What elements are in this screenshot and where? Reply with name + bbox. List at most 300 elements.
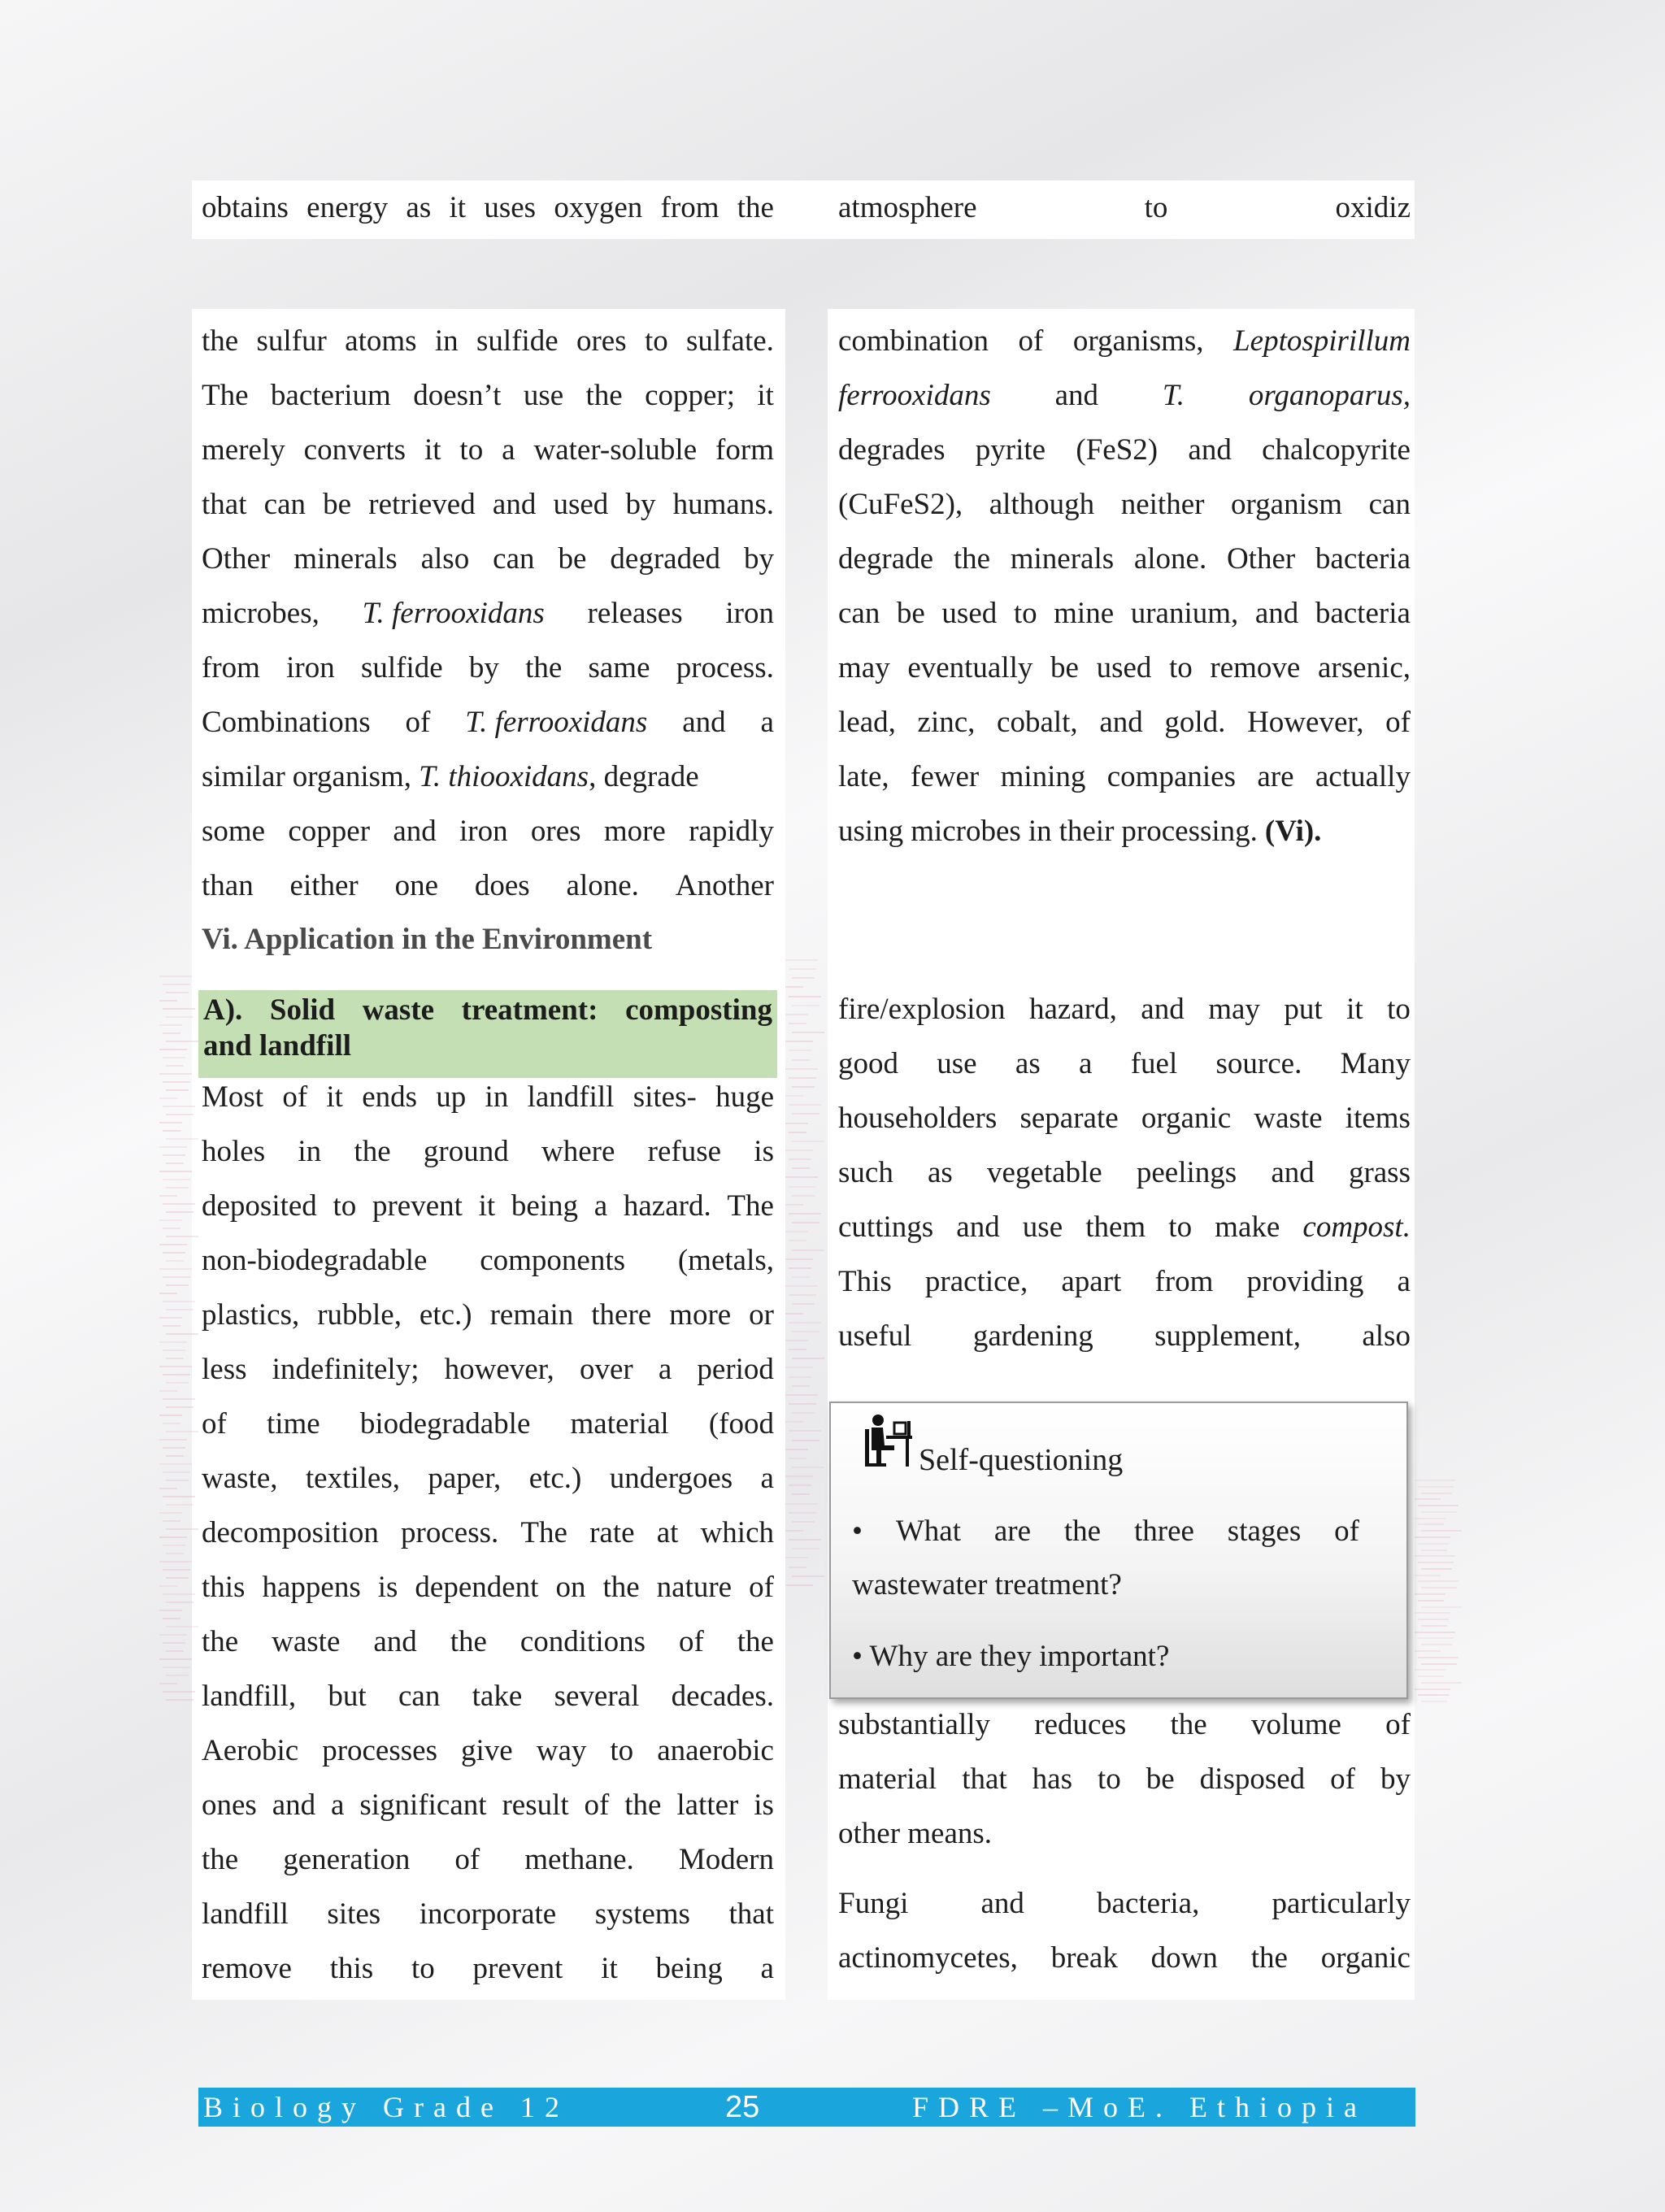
texture-stripe — [163, 1520, 180, 1522]
texture-stripe — [1421, 1587, 1457, 1588]
word: the — [737, 191, 774, 224]
word: organic — [1320, 1941, 1411, 1975]
word: alone. — [566, 869, 639, 902]
texture-stripe — [159, 1585, 177, 1587]
body-line — [202, 428, 774, 473]
word: a — [331, 1788, 345, 1822]
word: but — [328, 1680, 367, 1713]
word: sulfate. — [686, 324, 774, 358]
word: holes — [202, 1135, 266, 1168]
texture-stripe — [792, 1222, 819, 1223]
texture-stripe — [159, 1000, 177, 1002]
word: practice, — [924, 1265, 1028, 1298]
texture-stripe — [166, 1455, 184, 1457]
word: providing — [1246, 1265, 1364, 1298]
texture-stripe — [159, 1366, 192, 1367]
texture-stripe — [163, 1398, 195, 1400]
word: (FeS2) — [1076, 433, 1159, 467]
texture-stripe — [792, 1385, 810, 1387]
body-line — [202, 1238, 774, 1284]
footer-book-title: Biology Grade 12 — [203, 2091, 569, 2123]
word: at — [656, 1516, 679, 1549]
self-questioning-title: Self-questioning — [919, 1443, 1124, 1477]
question-item: • Why are they important? — [852, 1640, 1170, 1673]
word: bacteria, — [1097, 1887, 1200, 1920]
word: does — [474, 869, 530, 902]
word: etc.) — [419, 1298, 472, 1332]
word: methane. — [524, 1843, 634, 1876]
texture-stripe — [159, 1244, 187, 1245]
texture-stripe — [1421, 1701, 1447, 1702]
word: ferrooxidans — [838, 379, 991, 412]
texture-stripe — [159, 1488, 177, 1489]
word: bacteria — [1315, 542, 1411, 576]
word: T. thiooxidans, degrade — [419, 760, 699, 793]
word: organic — [1141, 1102, 1232, 1135]
texture-stripe — [785, 1421, 803, 1423]
texture-stripe — [789, 1376, 811, 1378]
word: Leptospirillum — [1233, 324, 1411, 358]
word: composting — [625, 993, 772, 1027]
word: refuse — [647, 1135, 722, 1168]
subheading-line: and landfill — [203, 1029, 352, 1063]
word: a — [1397, 1265, 1411, 1298]
texture-stripe — [159, 1073, 192, 1075]
word: material — [838, 1762, 937, 1796]
word: are — [1257, 760, 1294, 793]
word: components — [480, 1244, 626, 1277]
texture-stripe — [1415, 1480, 1455, 1481]
word: of — [282, 1080, 308, 1114]
texture-stripe — [1415, 1688, 1450, 1690]
word: the — [1170, 1708, 1207, 1741]
question-item-continued: wastewater treatment? — [852, 1568, 1122, 1601]
word: iron — [725, 597, 774, 630]
word: up — [436, 1080, 467, 1114]
texture-stripe — [789, 1104, 821, 1106]
texture-stripe — [163, 1057, 185, 1058]
word: and — [1254, 597, 1299, 630]
texture-stripe — [785, 986, 803, 988]
texture-stripe — [159, 1171, 192, 1172]
body-line — [202, 1293, 774, 1338]
word: significant — [359, 1788, 487, 1822]
word: there — [591, 1298, 652, 1332]
word: prevent — [472, 1952, 563, 1985]
texture-stripe — [166, 1577, 189, 1579]
word: can — [1368, 488, 1411, 521]
word: late, — [838, 760, 889, 793]
footer-publisher: FDRE –MoE. Ethiopia — [912, 2091, 1367, 2123]
texture-stripe — [792, 1249, 824, 1251]
body-line — [202, 537, 774, 582]
word: biodegradable — [359, 1407, 531, 1441]
word: good — [838, 1047, 898, 1080]
texture-stripe — [166, 1187, 189, 1189]
texture-stripe — [166, 1431, 198, 1432]
texture-stripe — [785, 959, 818, 961]
texture-stripe — [166, 1065, 184, 1067]
body-line — [838, 1702, 1411, 1748]
word: grass — [1348, 1156, 1411, 1189]
word: and — [373, 1625, 417, 1658]
word: useful — [838, 1319, 912, 1353]
texture-stripe — [166, 1675, 189, 1676]
texture-stripe — [789, 1186, 816, 1188]
word: Modern — [678, 1843, 774, 1876]
word: way — [536, 1734, 587, 1767]
body-line — [838, 428, 1411, 473]
body-line — [202, 1837, 774, 1883]
texture-stripe — [1415, 1632, 1455, 1633]
word: stages — [1227, 1515, 1302, 1548]
word: uses — [484, 191, 537, 224]
subheading-line — [203, 992, 772, 1029]
texture-stripe — [792, 1358, 824, 1359]
word: a — [760, 706, 774, 739]
word: conditions — [519, 1625, 646, 1658]
texture-stripe — [159, 1536, 187, 1538]
body-line — [838, 1259, 1411, 1305]
texture-stripe — [1418, 1523, 1444, 1525]
body-line — [838, 1936, 1411, 1981]
word: has — [1032, 1762, 1072, 1796]
word: processing. — [1121, 815, 1258, 848]
word: organisms, — [1072, 324, 1204, 358]
texture-stripe — [166, 1406, 193, 1408]
word: the — [354, 1135, 391, 1168]
body-line — [838, 1314, 1411, 1359]
word: a — [593, 1189, 608, 1223]
word: use — [937, 1047, 977, 1080]
word: it — [478, 1189, 496, 1223]
word: to — [1097, 1762, 1121, 1796]
texture-stripe — [159, 1317, 182, 1319]
word: and — [956, 1210, 1000, 1244]
word: one — [394, 869, 439, 902]
word: used — [941, 597, 998, 630]
texture-stripe — [159, 1097, 177, 1099]
word: converts — [303, 433, 406, 467]
word: material — [570, 1407, 669, 1441]
texture-stripe — [163, 1618, 180, 1619]
word: mining — [1000, 760, 1086, 793]
word: hazard, — [1028, 993, 1117, 1026]
word: nature — [656, 1571, 733, 1604]
word: use — [1022, 1210, 1063, 1244]
word: atmosphere — [838, 191, 977, 224]
word: it — [449, 191, 467, 224]
texture-stripe — [1421, 1644, 1452, 1645]
word: may — [838, 651, 890, 684]
texture-stripe — [1415, 1669, 1445, 1671]
word: waste — [362, 993, 435, 1027]
word: is — [754, 1135, 774, 1168]
texture-stripe — [785, 1176, 818, 1178]
body-line — [202, 809, 774, 854]
word: as — [1015, 1047, 1041, 1080]
word: (metals, — [677, 1244, 774, 1277]
texture-stripe — [785, 1313, 803, 1315]
texture-stripe — [159, 1268, 192, 1270]
word: be — [323, 488, 352, 521]
word: the — [624, 1788, 662, 1822]
word: make — [1215, 1210, 1280, 1244]
texture-stripe — [785, 1041, 813, 1042]
body-line — [202, 1892, 774, 1937]
word: Fungi — [838, 1887, 909, 1920]
texture-stripe — [163, 984, 190, 985]
word: eventually — [907, 651, 1033, 684]
texture-stripe — [792, 1303, 815, 1305]
word: as — [406, 191, 432, 224]
word: to — [411, 1952, 435, 1985]
word: several — [554, 1680, 640, 1713]
section-heading: Vi. Application in the Environment — [202, 923, 653, 956]
word: remain — [489, 1298, 574, 1332]
body-line — [838, 700, 1411, 745]
page-footer — [198, 2088, 1415, 2127]
word: organism — [1231, 488, 1343, 521]
word: as — [927, 1156, 953, 1189]
word: arsenic, — [1317, 651, 1411, 684]
word: also — [1362, 1319, 1411, 1353]
word: them — [1085, 1210, 1146, 1244]
texture-stripe — [785, 1557, 808, 1558]
texture-stripe — [789, 1484, 811, 1486]
word: huge — [715, 1080, 774, 1114]
word: fuel — [1130, 1047, 1178, 1080]
texture-stripe — [792, 1005, 819, 1006]
body-line — [202, 1456, 774, 1501]
word: by — [468, 651, 499, 684]
texture-stripe — [785, 1014, 808, 1015]
word: treatment: — [461, 993, 598, 1027]
word: rubble, — [317, 1298, 402, 1332]
word: disposed — [1199, 1762, 1306, 1796]
word: water-soluble — [533, 433, 698, 467]
word: alone. — [1133, 542, 1207, 576]
texture-stripe — [1421, 1663, 1457, 1665]
texture-stripe — [163, 1593, 195, 1595]
word: cobalt, — [997, 706, 1078, 739]
word: and — [1141, 993, 1185, 1026]
texture-stripe — [1415, 1518, 1445, 1519]
word: However, — [1247, 706, 1364, 739]
body-line — [838, 1881, 1411, 1927]
word: degraded — [610, 542, 720, 576]
word: T. — [1162, 379, 1185, 412]
word: textiles, — [305, 1462, 400, 1495]
body-line — [202, 1565, 774, 1610]
texture-stripe — [792, 1086, 815, 1088]
word: (CuFeS2), — [838, 488, 963, 521]
word: a — [760, 1952, 774, 1985]
body-line — [202, 1946, 774, 1992]
word: the — [737, 1625, 774, 1658]
body-line — [202, 319, 774, 364]
texture-stripe — [789, 1458, 806, 1459]
word: landfill, — [202, 1680, 297, 1713]
texture-stripe — [792, 1331, 819, 1332]
texture-stripe — [163, 1008, 195, 1010]
body-line — [202, 754, 774, 800]
texture-stripe — [785, 1068, 818, 1070]
word: ones — [202, 1788, 257, 1822]
word: it — [757, 379, 774, 412]
word: Solid — [269, 993, 336, 1027]
word: paper, — [428, 1462, 502, 1495]
word: than — [202, 869, 254, 902]
texture-stripe — [163, 1301, 195, 1302]
word: in — [485, 1080, 509, 1114]
word: Another — [675, 869, 774, 902]
word: to — [610, 1734, 634, 1767]
word: also — [420, 542, 470, 576]
texture-stripe — [792, 1059, 810, 1061]
texture-stripe — [159, 1219, 182, 1221]
word: iron — [286, 651, 335, 684]
word: be — [1146, 1762, 1175, 1796]
word: supplement, — [1154, 1319, 1301, 1353]
word: and — [980, 1887, 1024, 1920]
word: be — [1050, 651, 1079, 684]
word: or — [749, 1298, 774, 1332]
texture-stripe — [789, 968, 816, 970]
texture-stripe — [1418, 1694, 1449, 1696]
texture-stripe — [785, 1258, 813, 1260]
body-line — [202, 645, 774, 691]
texture-stripe — [163, 1545, 185, 1546]
texture-stripe — [166, 1089, 189, 1091]
texture-stripe — [1415, 1612, 1450, 1614]
word: from — [202, 651, 260, 684]
word: a — [760, 1462, 774, 1495]
word: the — [602, 1571, 640, 1604]
texture-stripe — [166, 1528, 198, 1530]
word: of — [1385, 1708, 1411, 1741]
texture-stripe — [792, 1113, 819, 1115]
word: householders — [838, 1102, 998, 1135]
word: to — [1013, 597, 1037, 630]
word: incorporate — [419, 1897, 557, 1931]
word: in — [434, 324, 459, 358]
texture-stripe — [1418, 1486, 1454, 1488]
word: sulfide — [360, 651, 443, 684]
texture-stripe — [166, 992, 189, 993]
texture-stripe — [163, 1032, 180, 1034]
texture-stripe — [792, 1575, 824, 1577]
word: degrade — [838, 542, 934, 576]
texture-stripe — [1418, 1600, 1444, 1601]
word: atoms — [345, 324, 417, 358]
texture-stripe — [163, 1276, 190, 1278]
word: can — [398, 1680, 441, 1713]
word: substantially — [838, 1708, 991, 1741]
word: rapidly — [689, 815, 774, 848]
texture-stripe — [1421, 1568, 1452, 1570]
texture-stripe — [1421, 1530, 1462, 1532]
word: degrades — [838, 433, 946, 467]
word: where — [541, 1135, 615, 1168]
word: to — [1168, 1210, 1193, 1244]
word: is — [377, 1571, 398, 1604]
word: separate — [1019, 1102, 1119, 1135]
word: on — [555, 1571, 586, 1604]
word: and — [393, 815, 437, 848]
texture-stripe — [1421, 1511, 1457, 1513]
word: humans. — [672, 488, 774, 521]
word: compost. — [1302, 1210, 1411, 1244]
word: neither — [1120, 488, 1205, 521]
word: put — [1284, 993, 1323, 1026]
word: obtains — [202, 191, 289, 224]
texture-stripe — [785, 1449, 808, 1450]
word: period — [697, 1353, 774, 1386]
word: the — [953, 542, 991, 576]
word: The — [520, 1516, 567, 1549]
word: ground — [423, 1135, 509, 1168]
word: T. ferrooxidans — [362, 597, 545, 630]
word: waste — [1254, 1102, 1323, 1135]
texture-stripe — [789, 1240, 806, 1241]
word: sites- — [633, 1080, 697, 1114]
word: and — [682, 706, 726, 739]
word: it — [1346, 993, 1363, 1026]
texture-stripe — [1415, 1593, 1445, 1595]
texture-stripe — [1415, 1555, 1455, 1557]
word: dependent — [415, 1571, 539, 1604]
word: and — [272, 1788, 316, 1822]
word: this — [202, 1571, 246, 1604]
texture-stripe — [159, 1195, 177, 1197]
texture-stripe — [163, 1447, 185, 1449]
word: bacteria — [1315, 597, 1411, 630]
texture-stripe — [163, 1228, 180, 1229]
word: actinomycetes, — [838, 1941, 1018, 1975]
word: and — [1099, 706, 1143, 739]
texture-stripe — [1415, 1575, 1441, 1576]
word: sites — [327, 1897, 381, 1931]
word: ores — [530, 815, 581, 848]
word: oxygen — [554, 191, 643, 224]
word: can — [493, 542, 535, 576]
body-line — [202, 1619, 774, 1665]
word: it — [326, 1080, 343, 1114]
texture-stripe — [159, 1341, 187, 1343]
body-line — [202, 185, 774, 231]
body-line — [838, 1041, 1411, 1087]
body-line — [202, 1347, 774, 1393]
word: Most — [202, 1080, 264, 1114]
texture-stripe — [1421, 1606, 1462, 1608]
body-line — [202, 863, 774, 909]
body-line — [202, 591, 774, 637]
texture-stripe — [792, 1141, 824, 1142]
word: of — [454, 1843, 480, 1876]
texture-stripe — [163, 1496, 195, 1497]
word: three — [1133, 1515, 1194, 1548]
texture-stripe — [1421, 1549, 1447, 1551]
texture-stripe — [159, 1146, 187, 1148]
body-line — [838, 987, 1411, 1032]
word: of — [678, 1625, 704, 1658]
texture-stripe — [166, 1114, 193, 1115]
texture-stripe — [163, 1642, 185, 1644]
texture-stripe — [159, 1390, 177, 1392]
texture-stripe — [166, 1358, 184, 1359]
word: actually — [1315, 760, 1411, 793]
